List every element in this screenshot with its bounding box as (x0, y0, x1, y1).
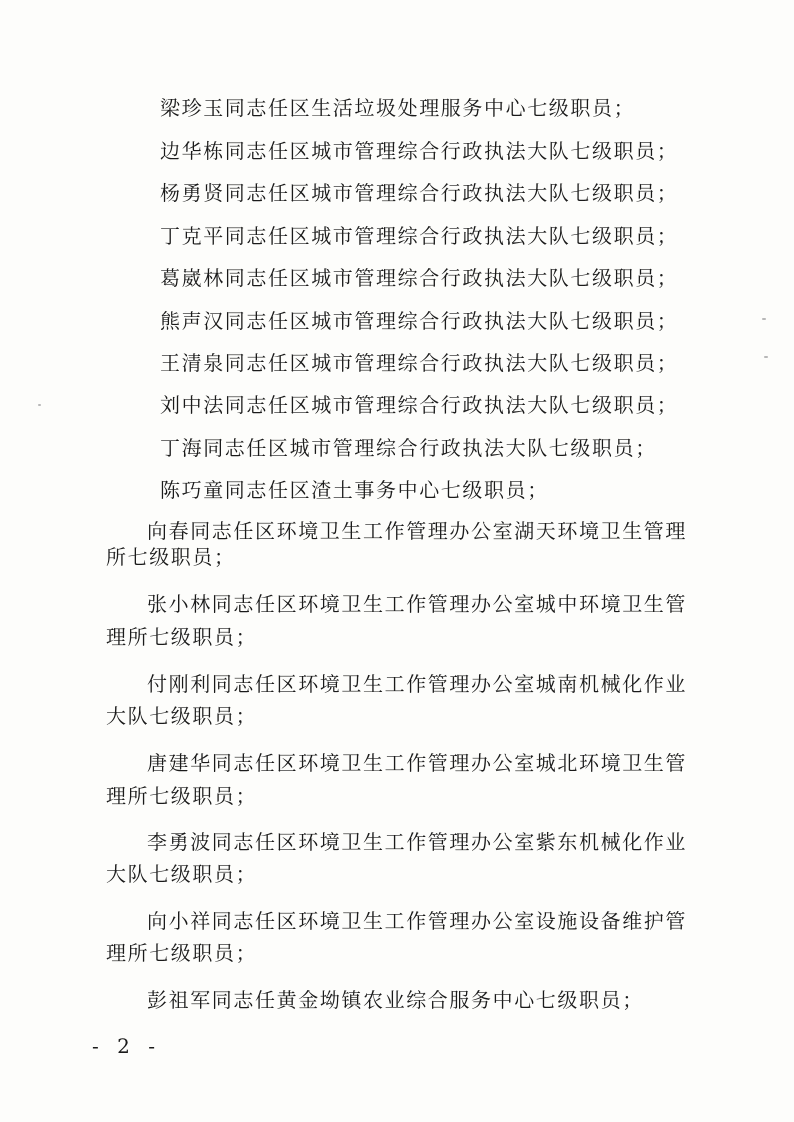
entry-line: 葛崴林同志任区城市管理综合行政执法大队七级职员； (160, 266, 679, 290)
entry-line: 刘中法同志任区城市管理综合行政执法大队七级职员； (160, 393, 679, 417)
entry-line-continuation: 理所七级职员； (106, 941, 258, 965)
entry-line-continuation: 理所七级职员； (106, 784, 258, 808)
entry-line: 梁珍玉同志任区生活垃圾处理服务中心七级职员； (160, 96, 636, 120)
entry-line-continuation: 大队七级职员； (106, 704, 258, 728)
entry-line-continuation: 所七级职员； (106, 545, 236, 569)
scan-speck (764, 356, 768, 358)
entry-line: 王清泉同志任区城市管理综合行政执法大队七级职员； (160, 351, 679, 375)
entry-line: 张小林同志任区环境卫生工作管理办公室城中环境卫生管 (147, 592, 687, 616)
scan-speck (762, 318, 766, 320)
entry-line: 向小祥同志任区环境卫生工作管理办公室设施设备维护管 (147, 909, 687, 933)
entry-line: 向春同志任区环境卫生工作管理办公室湖天环境卫生管理 (147, 519, 687, 543)
entry-line: 杨勇贤同志任区城市管理综合行政执法大队七级职员； (160, 181, 679, 205)
entry-line: 付刚利同志任区环境卫生工作管理办公室城南机械化作业 (147, 672, 687, 696)
entry-line-continuation: 大队七级职员； (106, 862, 258, 886)
entry-line: 丁海同志任区城市管理综合行政执法大队七级职员； (160, 436, 657, 460)
scan-speck (38, 404, 41, 406)
entry-line: 彭祖军同志任黄金坳镇农业综合服务中心七级职员； (147, 988, 644, 1012)
entry-line: 熊声汉同志任区城市管理综合行政执法大队七级职员； (160, 309, 679, 333)
entry-line: 边华栋同志任区城市管理综合行政执法大队七级职员； (160, 139, 679, 163)
entry-line: 丁克平同志任区城市管理综合行政执法大队七级职员； (160, 224, 679, 248)
entry-line: 陈巧童同志任区渣土事务中心七级职员； (160, 478, 549, 502)
page-number: - 2 - (92, 1034, 161, 1058)
entry-line: 李勇波同志任区环境卫生工作管理办公室紫东机械化作业 (147, 830, 687, 854)
entry-line: 唐建华同志任区环境卫生工作管理办公室城北环境卫生管 (147, 751, 687, 775)
entry-line-continuation: 理所七级职员； (106, 625, 258, 649)
